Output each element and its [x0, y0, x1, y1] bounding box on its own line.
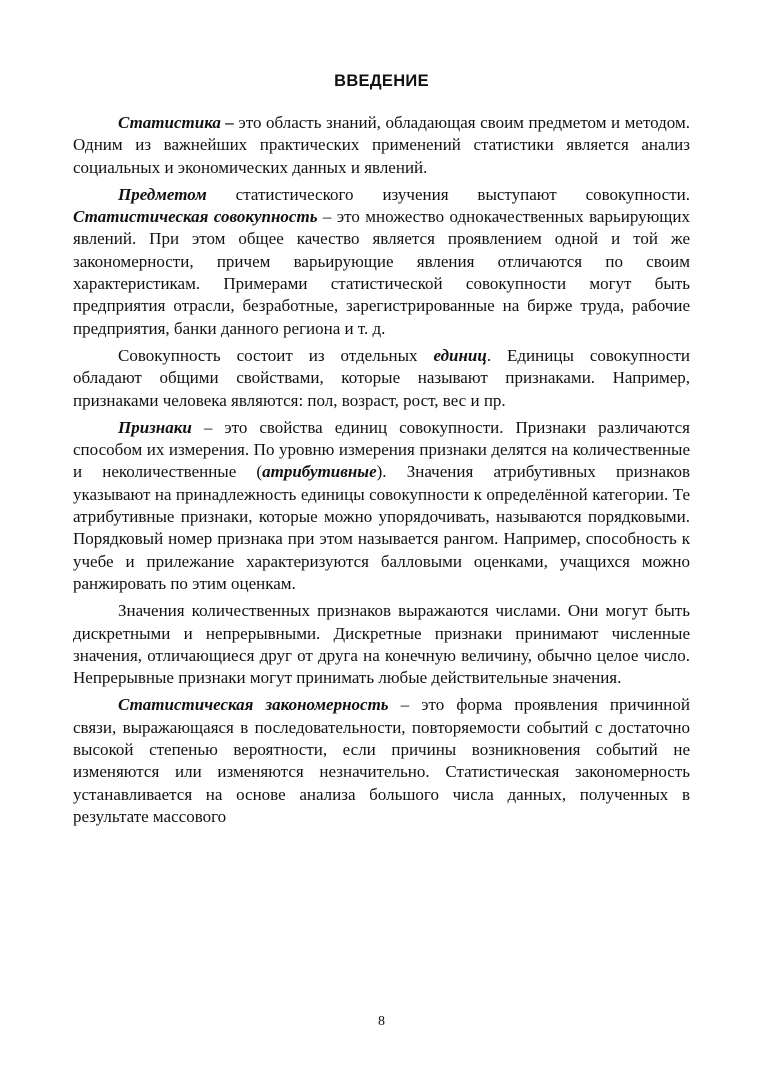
- paragraph-subject: [73, 184, 690, 340]
- term-statistical-population: Статистическая совокупность: [73, 207, 318, 227]
- paragraph-attributes: [73, 417, 690, 595]
- term-subject: Предметом: [118, 184, 207, 204]
- term-attributes: Признаки: [118, 417, 192, 437]
- paragraph-statistical-regularity: [73, 694, 690, 828]
- term-attributive: атрибутивные: [262, 462, 377, 482]
- term-statistical-regularity: Статистическая закономерность: [118, 695, 389, 715]
- paragraph-text: – это множество однокачественных варьирующих явлений. При этом общее качество является проявлением одной и той же закономерности, причем варьирующие явления отличаются по своим характеристикам. Примерами статистической совокупности могут быть предприятия отрасли, безработные, зарегистрированные на бирже труда, рабочие предприятия, банки данного региона и т. д.: [73, 207, 690, 338]
- paragraph-statistics-definition: [73, 112, 690, 179]
- term-statistics: Статистика –: [118, 113, 234, 132]
- paragraph-text: – это форма проявления причинной связи, выражающаяся в последовательности, повторяемости событий с достаточно высокой степенью вероятности, если причины возникновения событий не изменяются или изменяются незначительно. Статистическая закономерность устанавливается на основе анализа большого числа данных, полученных в результате массового: [73, 695, 690, 826]
- page-title: ВВЕДЕНИЕ: [334, 72, 429, 90]
- paragraph-quantitative: [73, 600, 690, 689]
- paragraph-text: Совокупность состоит из отдельных: [118, 345, 434, 365]
- paragraph-text: ). Значения атрибутивных признаков указывают на принадлежность единицы совокупности к определённой категории. Те атрибутивные признаки, которые можно упорядочивать, называются порядковыми. Порядковый номер признака при этом называется рангом. Например, способность к учебе и прилежание характеризуются балловыми оценками, учащихся можно ранжировать по этим оценкам.: [73, 462, 690, 593]
- term-units: единиц: [433, 345, 487, 365]
- paragraph-text: это область знаний, обладающая своим предметом и методом. Одним из важнейших практических применений статистики является анализ социальных и экономических данных и явлений.: [73, 113, 690, 177]
- paragraph-units: [73, 345, 690, 412]
- paragraph-text: – это свойства единиц совокупности. Признаки различаются способом их измерения. По уровню измерения признаки делятся на количественные и неколичественные (: [73, 417, 690, 482]
- page-body: [73, 112, 690, 833]
- paragraph-text: . Единицы совокупности обладают общими свойствами, которые называют признаками. Например, признаками человека являются: пол, возраст, рост, вес и пр.: [73, 345, 690, 410]
- paragraph-text: Значения количественных признаков выражаются числами. Они могут быть дискретными и непрерывными. Дискретные признаки принимают численные значения, отличающиеся друг от друга на конечную величину, обычно целое число. Непрерывные признаки могут принимать любые действительные значения.: [73, 601, 690, 688]
- page-number: 8: [378, 1014, 385, 1029]
- paragraph-text: статистического изучения выступают совокупности.: [206, 184, 690, 204]
